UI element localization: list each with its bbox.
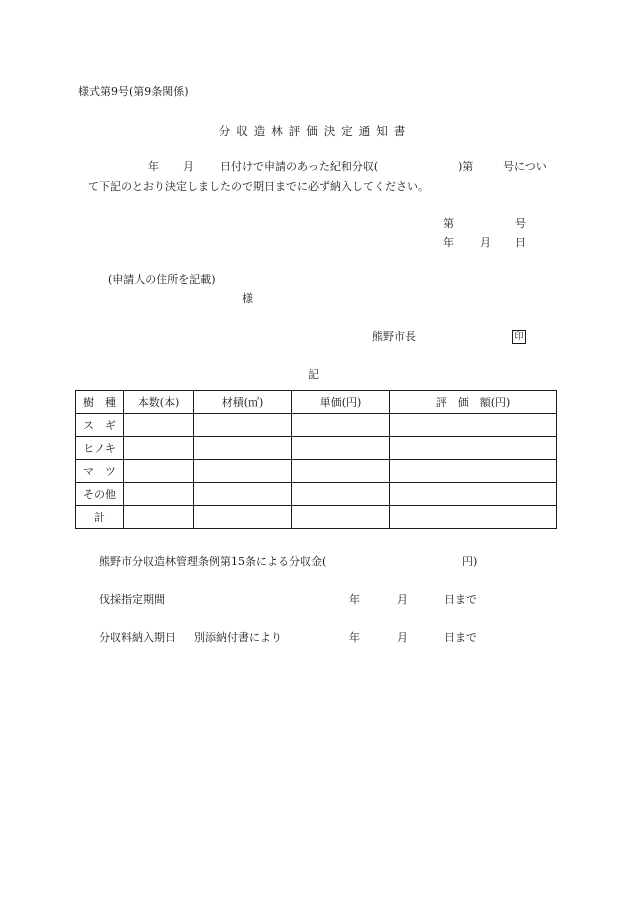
doc-year-label: 年 <box>443 236 454 249</box>
document-title: 分収造林評価決定通知書 <box>218 124 412 138</box>
unit-price-cell <box>292 483 390 506</box>
col-header-unit-price: 単価(円) <box>292 391 390 414</box>
valuation-cell <box>390 483 557 506</box>
recipient-honorific: 様 <box>242 292 253 305</box>
col-header-volume: 材積(㎥) <box>194 391 292 414</box>
count-cell <box>124 506 194 529</box>
volume-cell <box>194 483 292 506</box>
deadline-month-label: 月 <box>397 631 408 644</box>
valuation-cell <box>390 437 557 460</box>
table-row <box>76 414 557 437</box>
body-number-suffix: 号につい <box>503 160 547 173</box>
species-cell: ス ギ <box>76 414 124 437</box>
count-cell <box>124 483 194 506</box>
cutting-year-label: 年 <box>349 593 360 606</box>
col-header-count: 本数(本) <box>124 391 194 414</box>
deadline-year-label: 年 <box>349 631 360 644</box>
body-close-paren-no: )第 <box>458 160 474 173</box>
form-number: 様式第9号(第9条関係) <box>78 85 189 98</box>
table-row <box>76 460 557 483</box>
unit-price-cell <box>292 437 390 460</box>
body-date-suffix: 日付けで申請のあった紀和分収( <box>220 160 379 173</box>
deadline-label: 分収料納入期日 <box>99 631 176 644</box>
cutting-until-label: 日まで <box>444 593 477 606</box>
valuation-cell <box>390 460 557 483</box>
species-cell: ヒノキ <box>76 437 124 460</box>
doc-go-label: 号 <box>515 217 526 230</box>
deadline-until-label: 日まで <box>444 631 477 644</box>
body-year-label: 年 <box>148 160 159 173</box>
sender-name: 熊野市長 <box>372 330 416 343</box>
deadline-note: 別添納付書により <box>194 631 282 644</box>
species-cell: マ ツ <box>76 460 124 483</box>
payment-label: 熊野市分収造林管理条例第15条による分収金( <box>99 555 327 568</box>
doc-day-label: 日 <box>515 236 526 249</box>
table-row <box>76 483 557 506</box>
unit-price-cell <box>292 460 390 483</box>
volume-cell <box>194 437 292 460</box>
total-label-cell: 計 <box>76 506 124 529</box>
doc-no-label: 第 <box>443 217 454 230</box>
cutting-period-label: 伐採指定期間 <box>99 593 165 606</box>
unit-price-cell <box>292 506 390 529</box>
count-cell <box>124 414 194 437</box>
tree-valuation-table <box>75 390 557 529</box>
ki-label: 記 <box>308 368 319 381</box>
body-month-label: 月 <box>183 160 194 173</box>
volume-cell <box>194 414 292 437</box>
count-cell <box>124 460 194 483</box>
table-row <box>76 437 557 460</box>
body-line-2: て下記のとおり決定しましたので期日までに必ず納入してください。 <box>88 180 429 193</box>
col-header-valuation: 評 価 額(円) <box>390 391 557 414</box>
count-cell <box>124 437 194 460</box>
seal-stamp: 印 <box>512 330 526 344</box>
recipient-address-note: (申請人の住所を記載) <box>108 273 216 286</box>
volume-cell <box>194 460 292 483</box>
table-row <box>76 506 557 529</box>
table-header-row <box>76 391 557 414</box>
doc-month-label: 月 <box>480 236 491 249</box>
valuation-cell <box>390 414 557 437</box>
cutting-month-label: 月 <box>397 593 408 606</box>
payment-unit: 円) <box>462 555 478 568</box>
species-cell: その他 <box>76 483 124 506</box>
volume-cell <box>194 506 292 529</box>
unit-price-cell <box>292 414 390 437</box>
valuation-cell <box>390 506 557 529</box>
col-header-species: 樹 種 <box>76 391 124 414</box>
